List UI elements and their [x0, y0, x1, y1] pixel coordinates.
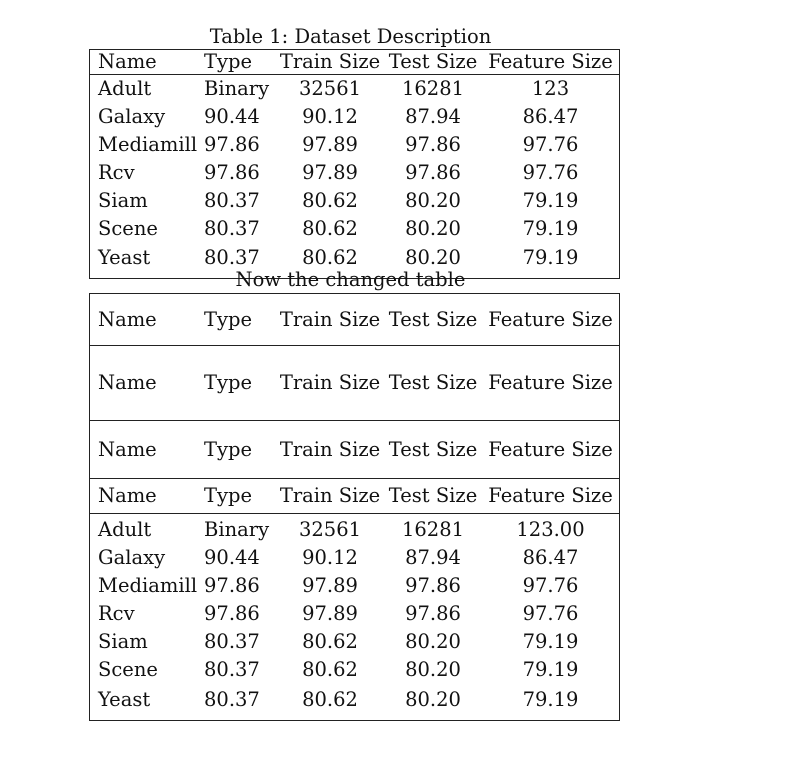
table-row [90, 572, 620, 600]
table-row [90, 628, 620, 656]
table-cell: 87.94 [405, 546, 461, 569]
table-cell: 80.62 [302, 217, 358, 240]
table-cell: 32561 [298, 518, 362, 541]
column-header: Feature Size [482, 421, 620, 479]
table-cell: 79.19 [522, 217, 579, 240]
header-row [90, 421, 620, 479]
table-cell: 97.86 [405, 602, 461, 625]
column-header: Name [90, 50, 197, 75]
table-cell: Binary [204, 77, 270, 100]
table-cell: 80.37 [204, 658, 260, 681]
column-header: Train Size [276, 421, 384, 479]
column-header: Type [196, 346, 276, 421]
column-header: Feature Size [482, 50, 620, 75]
table-cell: 80.20 [405, 217, 461, 240]
table-cell: 80.37 [204, 246, 260, 269]
table-cell: 90.44 [204, 105, 260, 128]
table-cell: 79.19 [522, 630, 579, 653]
table-cell: Mediamill [98, 133, 198, 156]
column-header: Type [196, 50, 276, 75]
changed-table [89, 293, 620, 721]
table-cell: 97.89 [302, 161, 358, 184]
table-row [90, 656, 620, 684]
table-cell: Scene [98, 217, 158, 240]
table-cell: Yeast [98, 246, 151, 269]
table-cell: 80.20 [405, 687, 461, 711]
header-row [90, 479, 620, 514]
table-cell: 97.86 [204, 602, 260, 625]
table-cell: Binary [204, 518, 270, 541]
table-cell: 80.62 [302, 189, 358, 212]
table-cell: 79.19 [522, 658, 579, 681]
column-header: Type [196, 294, 276, 346]
table-cell: 97.89 [302, 574, 358, 597]
column-header: Test Size [384, 294, 482, 346]
table-cell: 80.37 [204, 217, 260, 240]
table-cell: 97.86 [405, 133, 461, 156]
table-cell: 80.20 [405, 658, 461, 681]
column-header: Train Size [276, 479, 384, 514]
table-cell: 97.86 [405, 574, 461, 597]
table-cell: 97.89 [302, 133, 358, 156]
header-row [90, 346, 620, 421]
table-cell: 80.20 [405, 246, 461, 269]
table-cell: 86.47 [522, 546, 579, 569]
table-cell: 80.37 [204, 630, 260, 653]
column-header: Feature Size [482, 346, 620, 421]
table-cell: Yeast [98, 687, 151, 711]
table-cell: Scene [98, 658, 158, 681]
table-row [90, 131, 620, 159]
table-row [90, 514, 620, 545]
table-cell: 90.12 [302, 546, 358, 569]
table-cell: 90.12 [302, 105, 358, 128]
table-cell: 80.37 [204, 189, 260, 212]
table-cell: 32561 [298, 77, 362, 100]
column-header: Name [90, 346, 197, 421]
table-row [90, 103, 620, 131]
table-cell: 79.19 [522, 687, 579, 711]
table-cell: 80.37 [204, 687, 260, 711]
table-cell: 80.20 [405, 189, 461, 212]
table-row [90, 600, 620, 628]
column-header: Type [196, 479, 276, 514]
table-cell: Siam [98, 630, 148, 653]
table-cell: 79.19 [522, 189, 579, 212]
table-cell: 80.62 [302, 630, 358, 653]
column-header: Feature Size [482, 294, 620, 346]
table-cell: 80.62 [302, 246, 358, 269]
table-cell: 80.20 [405, 630, 461, 653]
table-cell: 97.89 [302, 602, 358, 625]
table-cell: 97.76 [522, 574, 579, 597]
column-header: Name [90, 294, 197, 346]
column-header: Name [90, 421, 197, 479]
column-header: Test Size [384, 346, 482, 421]
table-row [90, 544, 620, 572]
table-1-caption: Table 1: Dataset Description [209, 25, 492, 48]
column-header: Train Size [276, 346, 384, 421]
table-cell: 97.86 [204, 161, 260, 184]
table-cell: 97.76 [522, 602, 579, 625]
table-cell: Adult [98, 77, 152, 100]
table-row [90, 684, 620, 721]
table-row [90, 187, 620, 215]
changed-table-caption: Now the changed table [235, 268, 466, 291]
column-header: Feature Size [482, 479, 620, 514]
table-cell: 80.62 [302, 687, 358, 711]
table-cell: 16281 [401, 518, 465, 541]
table-cell: Galaxy [98, 105, 166, 128]
table-cell: Rcv [98, 602, 135, 625]
table-cell: 97.86 [405, 161, 461, 184]
column-header: Test Size [384, 50, 482, 75]
table-cell: Rcv [98, 161, 135, 184]
table-cell: 86.47 [522, 105, 579, 128]
column-header: Train Size [276, 50, 384, 75]
table-row [90, 159, 620, 187]
header-row [90, 50, 620, 75]
table-cell: Adult [98, 518, 152, 541]
table-cell: Siam [98, 189, 148, 212]
column-header: Type [196, 421, 276, 479]
table-cell: 16281 [401, 77, 465, 100]
dataset-description-table [89, 49, 620, 279]
table-cell: 97.86 [204, 133, 260, 156]
table-cell: 79.19 [522, 246, 579, 269]
table-cell: 90.44 [204, 546, 260, 569]
column-header: Test Size [384, 421, 482, 479]
table-cell: 87.94 [405, 105, 461, 128]
table-cell: 80.62 [302, 658, 358, 681]
column-header: Test Size [384, 479, 482, 514]
column-header: Train Size [276, 294, 384, 346]
table-cell: 123.00 [516, 518, 585, 541]
table-cell: Mediamill [98, 574, 198, 597]
table-row [90, 75, 620, 104]
table-cell: 123 [531, 77, 570, 100]
header-row [90, 294, 620, 346]
table-cell: 97.86 [204, 574, 260, 597]
table-cell: 97.76 [522, 133, 579, 156]
table-cell: 97.76 [522, 161, 579, 184]
column-header: Name [90, 479, 197, 514]
table-row [90, 215, 620, 243]
table-cell: Galaxy [98, 546, 166, 569]
